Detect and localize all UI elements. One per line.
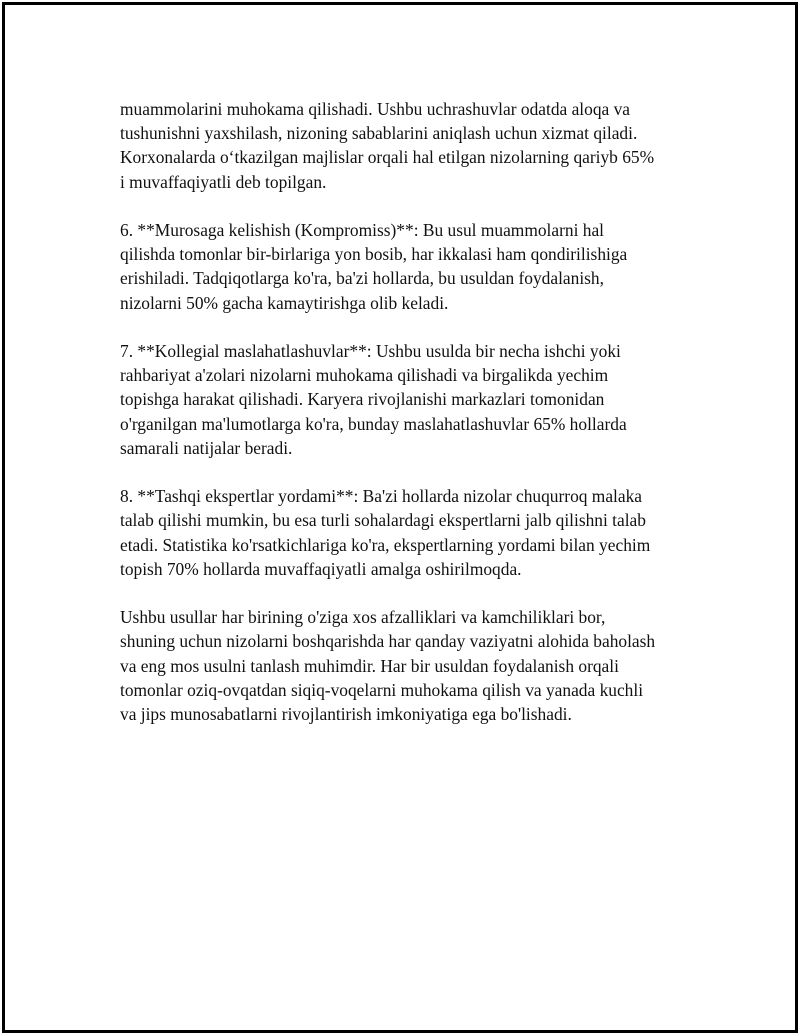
paragraph-compromise: 6. **Murosaga kelishish (Kompromiss)**: Bu usul muammolarni hal qilishda tomonlar bir-birlariga yon bosib, har ikkalasi ham qondirilishiga erishiladi. Tadqiqotlarga ko'ra, ba'zi hollarda, bu usuldan foydalanish, nizolarni 50% gacha kamaytirishga olib keladi. [120, 220, 628, 313]
paragraph-continuation: muammolarini muhokama qilishadi. Ushbu uchrashuvlar odatda aloqa va tushunishni yaxshilash, nizoning sabablarini aniqlash uchun xizmat qiladi. Korxonalarda o‘tkazilgan majlislar orqali hal etilgan nizolarning qariyb 65% i muvaffaqiyatli deb topilgan. [120, 99, 655, 192]
paragraph-collegial-consultations: 7. **Kollegial maslahatlashuvlar**: Ushbu usulda bir necha ishchi yoki rahbariyat a'zolari nizolarni muhokama qilishadi va birgalikda yechim topishga harakat qilishadi. Karyera rivojlanishi markazlari tomonidan o'rganilgan ma'lumotlarga ko'ra, bunday maslahatlashuvlar 65% hollarda samarali natijalar beradi. [120, 341, 627, 458]
document-body [120, 97, 692, 750]
document-page [2, 2, 798, 1033]
paragraph-conclusion: Ushbu usullar har birining o'ziga xos afzalliklari va kamchiliklari bor, shuning uchun nizolarni boshqarishda har qanday vaziyatni alohida baholash va eng mos usulni tanlash muhimdir. Har bir usuldan foydalanish orqali tomonlar oziq-ovqatdan siqiq-voqelarni muhokama qilish va yanada kuchli va jips munosabatlarni rivojlantirish imkoniyatiga ega bo'lishadi. [120, 607, 656, 725]
paragraph-external-experts: 8. **Tashqi ekspertlar yordami**: Ba'zi hollarda nizolar chuqurroq malaka talab qilishi mumkin, bu esa turli sohalardagi ekspertlarni jalb qilishni talab etadi. Statistika ko'rsatkichlariga ko'ra, ekspertlarning yordami bilan yechim topish 70% hollarda muvaffaqiyatli amalga oshirilmoqda. [120, 486, 651, 579]
